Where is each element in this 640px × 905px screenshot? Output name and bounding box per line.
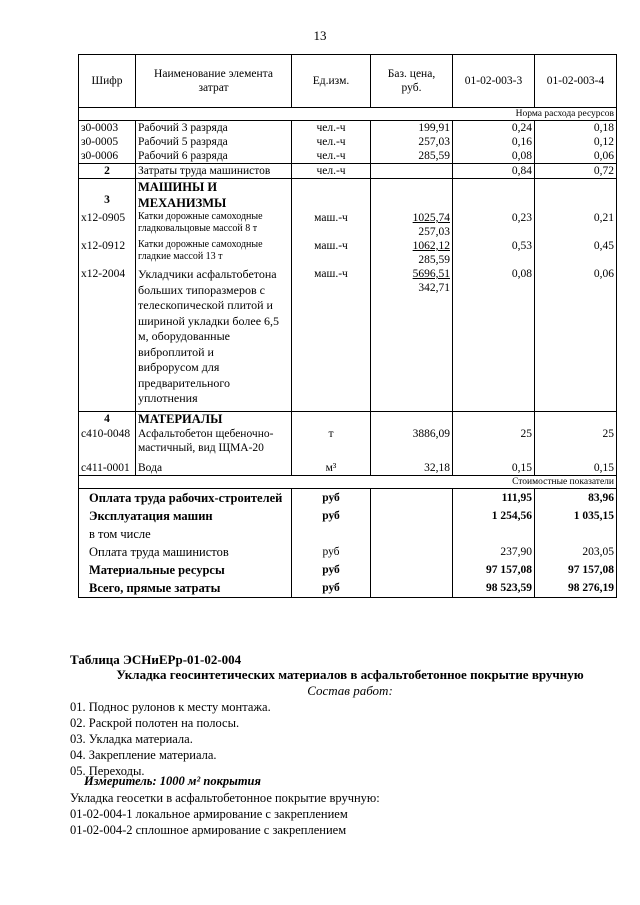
cell-code: 2: [79, 164, 136, 179]
cell-v1: 0,23: [453, 211, 535, 239]
cell-name: [136, 239, 292, 267]
cell-name: Рабочий 5 разряда: [136, 135, 292, 149]
name-line: телескопической плитой и: [138, 298, 273, 312]
summary-v1: 237,90: [453, 543, 535, 561]
cell-name: [136, 267, 292, 411]
name-line: мастичный, вид ЩМА-20: [138, 441, 264, 454]
cell-unit: чел.-ч: [292, 121, 371, 136]
name-line: предварительного: [138, 375, 231, 390]
cell-unit: маш.-ч: [292, 267, 371, 411]
table-row: [79, 211, 617, 239]
summary-label: Эксплуатация машин: [79, 507, 292, 525]
cell-price: [371, 211, 453, 239]
work-item: 01. Поднос рулонов к месту монтажа.: [70, 700, 271, 714]
cell-v2: 25: [535, 427, 617, 455]
cell-price: 285,59: [371, 149, 453, 164]
cell-unit: маш.-ч: [292, 211, 371, 239]
norm-label-row: [79, 108, 617, 121]
cell-unit: чел.-ч: [292, 164, 371, 179]
note-line: 01-02-004-2 сплошное армирование с закреплением: [70, 823, 347, 837]
empty-cell: [371, 179, 453, 212]
header-price: [371, 55, 453, 108]
table-row: [79, 239, 617, 267]
cell-price: [371, 239, 453, 267]
section-title-line1: МАШИНЫ И: [138, 180, 218, 194]
materials-section-row: [79, 411, 617, 427]
cell-price: 257,03: [371, 135, 453, 149]
cell-price: 32,18: [371, 455, 453, 476]
summary-v1: 1 254,56: [453, 507, 535, 525]
header-col1: 01-02-003-3: [453, 55, 535, 108]
work-item: 04. Закрепление материала.: [70, 748, 217, 762]
summary-unit: [292, 525, 371, 543]
section-title: МАТЕРИАЛЫ: [136, 411, 292, 427]
price-sub: 342,71: [418, 282, 450, 294]
name-line: Катки дорожные самоходные: [138, 239, 263, 250]
cell-unit: чел.-ч: [292, 135, 371, 149]
header-code: Шифр: [79, 55, 136, 108]
empty-cell: [535, 179, 617, 212]
summary-label: Всего, прямые затраты: [79, 579, 292, 598]
price-sub: 285,59: [418, 254, 450, 266]
section-title-line2: МЕХАНИЗМЫ: [138, 196, 227, 210]
cell-v1: 0,15: [453, 455, 535, 476]
cell-v1: 25: [453, 427, 535, 455]
summary-v1: [453, 525, 535, 543]
cell-name: [136, 211, 292, 239]
summary-v1: 97 157,08: [453, 561, 535, 579]
cell-price: 3886,09: [371, 427, 453, 455]
cell-name: Вода: [136, 455, 292, 476]
name-line: уплотнения: [138, 391, 198, 405]
norm-label: Норма расхода ресурсов: [79, 108, 617, 121]
cell-v2: 0,21: [535, 211, 617, 239]
measure-unit: Измеритель: 1000 м² покрытия: [84, 774, 261, 788]
summary-v1: 111,95: [453, 488, 535, 507]
summary-unit: руб: [292, 579, 371, 598]
name-line: Укладчики асфальтобетона: [138, 267, 277, 281]
cell-v2: 0,15: [535, 455, 617, 476]
work-item: 03. Укладка материала.: [70, 732, 193, 746]
price-main: 1062,12: [412, 240, 450, 252]
summary-v2: [535, 525, 617, 543]
note-line: 01-02-004-1 локальное армирование с закреплением: [70, 807, 348, 821]
header-price-line2: руб.: [401, 82, 422, 94]
cell-name: [136, 427, 292, 455]
work-item: 02. Раскрой полотен на полосы.: [70, 716, 240, 730]
table-row: [79, 149, 617, 164]
cell-unit: т: [292, 427, 371, 455]
cell-unit: м³: [292, 455, 371, 476]
section-code: 3: [79, 179, 136, 212]
summary-v2: 1 035,15: [535, 507, 617, 525]
summary-row: [79, 507, 617, 525]
table-row: [79, 121, 617, 136]
name-line: виброрусом для: [138, 360, 220, 374]
cell-v1: 0,53: [453, 239, 535, 267]
summary-v2: 98 276,19: [535, 579, 617, 598]
note-line: Укладка геосетки в асфальтобетонное покрытие вручную:: [70, 791, 380, 805]
summary-row: [79, 488, 617, 507]
empty-cell: [453, 411, 535, 427]
summary-unit: руб: [292, 507, 371, 525]
work-composition-heading: Состав работ:: [307, 683, 393, 698]
cell-v2: 0,18: [535, 121, 617, 136]
summary-row: [79, 543, 617, 561]
header-name: [136, 55, 292, 108]
summary-label: Оплата труда рабочих-строителей: [79, 488, 292, 507]
name-line: виброплитой и: [138, 344, 214, 359]
cell-name: Рабочий 3 разряда: [136, 121, 292, 136]
empty-cell: [292, 179, 371, 212]
header-price-line1: Баз. цена,: [387, 68, 436, 80]
empty-cell: [371, 525, 453, 543]
empty-cell: [371, 488, 453, 507]
summary-label: Материальные ресурсы: [79, 561, 292, 579]
summary-label: в том числе: [79, 525, 292, 543]
summary-label: Оплата труда машинистов: [79, 543, 292, 561]
cell-v1: 0,08: [453, 149, 535, 164]
empty-cell: [371, 561, 453, 579]
empty-cell: [371, 507, 453, 525]
cell-v2: 0,72: [535, 164, 617, 179]
cell-unit: маш.-ч: [292, 239, 371, 267]
machines-section-row: [79, 179, 617, 212]
name-line: больших типоразмеров с: [138, 282, 265, 297]
cell-code: х12-0905: [79, 211, 136, 239]
table-header-row: [79, 55, 617, 108]
table-row: [79, 427, 617, 455]
empty-cell: [292, 411, 371, 427]
cell-v2: 0,12: [535, 135, 617, 149]
cost-label-row: [79, 475, 617, 488]
name-line: м, оборудованные: [138, 329, 230, 343]
empty-cell: [371, 411, 453, 427]
work-item: 05. Переходы.: [70, 764, 145, 778]
name-line: Асфальтобетон щебеночно-: [138, 427, 274, 440]
cost-label: Стоимостные показатели: [79, 475, 617, 488]
header-name-line2: затрат: [198, 82, 229, 94]
empty-cell: [453, 179, 535, 212]
cell-v2: 0,45: [535, 239, 617, 267]
summary-row: [79, 579, 617, 598]
summary-v1: 98 523,59: [453, 579, 535, 598]
cell-code: з0-0005: [79, 135, 136, 149]
price-main: 1025,74: [412, 212, 450, 224]
price-sub: 257,03: [418, 226, 450, 238]
header-name-line1: Наименование элемента: [154, 68, 273, 80]
table-label: Таблица ЭСНиЕРр-01-02-004: [70, 652, 242, 667]
header-unit: Ед.изм.: [292, 55, 371, 108]
cell-v1: 0,16: [453, 135, 535, 149]
name-line: гладкие массой 13 т: [138, 251, 223, 262]
cell-v1: 0,24: [453, 121, 535, 136]
cell-v1: 0,84: [453, 164, 535, 179]
cell-code: х12-2004: [79, 267, 136, 411]
price-main: 5696,51: [412, 268, 450, 280]
cell-v2: 0,06: [535, 267, 617, 411]
name-line: Катки дорожные самоходные: [138, 211, 263, 222]
summary-row: [79, 561, 617, 579]
cell-price: 199,91: [371, 121, 453, 136]
cell-name: Рабочий 6 разряда: [136, 149, 292, 164]
summary-v2: 203,05: [535, 543, 617, 561]
empty-cell: [371, 579, 453, 598]
cell-v2: 0,06: [535, 149, 617, 164]
cell-unit: чел.-ч: [292, 149, 371, 164]
name-line: шириной укладки более 6,5: [138, 313, 280, 328]
empty-cell: [371, 543, 453, 561]
table-row: [79, 455, 617, 476]
summary-v2: 97 157,08: [535, 561, 617, 579]
cell-price: [371, 267, 453, 411]
section-title: [136, 179, 292, 212]
section-code: 4: [79, 411, 136, 427]
summary-v2: 83,96: [535, 488, 617, 507]
cell-code: х12-0912: [79, 239, 136, 267]
summary-unit: руб: [292, 543, 371, 561]
cell-code: с410-0048: [79, 427, 136, 455]
summary-unit: руб: [292, 488, 371, 507]
table-row: [79, 135, 617, 149]
cell-code: з0-0006: [79, 149, 136, 164]
cell-code: з0-0003: [79, 121, 136, 136]
cell-price: [371, 164, 453, 179]
name-line: гладковальцовые массой 8 т: [138, 223, 258, 234]
cell-name: Затраты труда машинистов: [136, 164, 292, 179]
summary-unit: руб: [292, 561, 371, 579]
summary-row: [79, 525, 617, 543]
cell-v1: 0,08: [453, 267, 535, 411]
empty-cell: [535, 411, 617, 427]
resource-table: [78, 54, 617, 598]
section-heading: Укладка геосинтетических материалов в асфальтобетонное покрытие вручную: [116, 667, 584, 682]
header-col2: 01-02-003-4: [535, 55, 617, 108]
operator-labor-row: [79, 164, 617, 179]
cell-code: с411-0001: [79, 455, 136, 476]
page-number: 13: [313, 28, 327, 43]
table-row: [79, 267, 617, 411]
